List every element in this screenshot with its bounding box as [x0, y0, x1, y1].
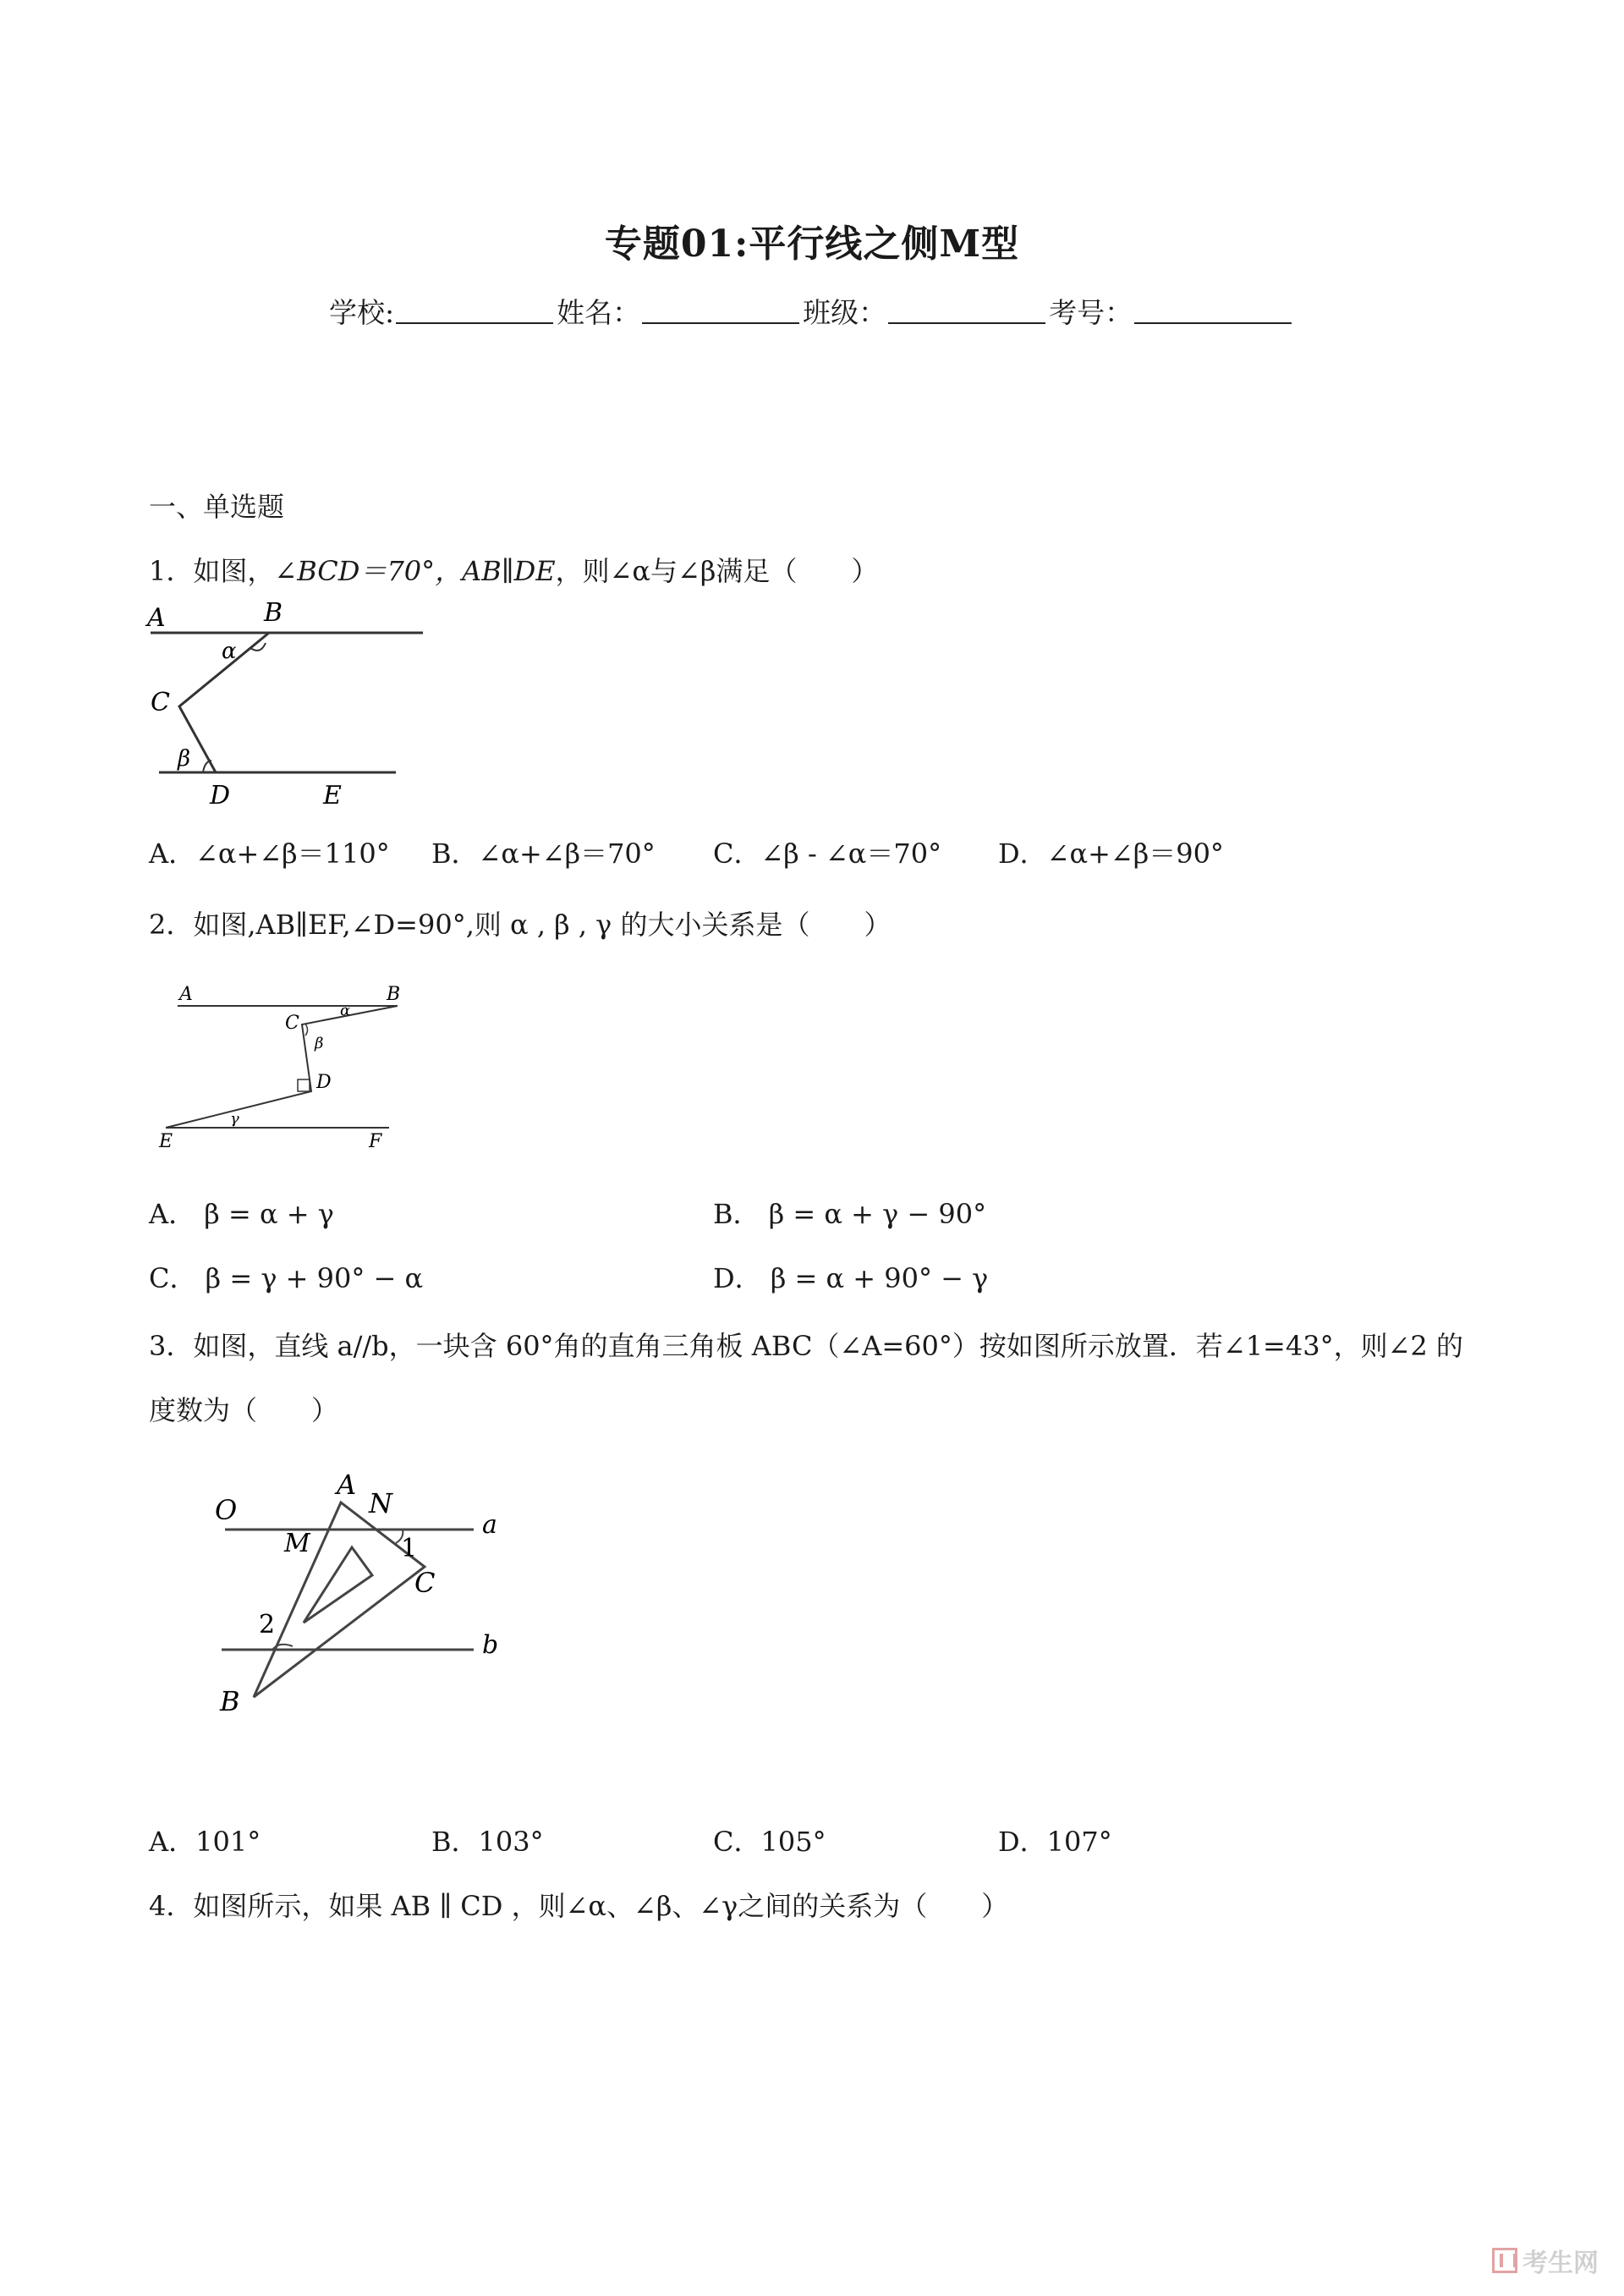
- q3-label-line-a: a: [482, 1510, 497, 1540]
- q1-option-c[interactable]: C．∠β - ∠α＝70°: [713, 838, 942, 870]
- question-3-figure: [203, 1452, 516, 1722]
- question-2-figure: [152, 978, 406, 1156]
- q1-label-c: C: [151, 688, 170, 717]
- q2-label-alpha: α: [340, 1002, 351, 1019]
- class-label: 班级：: [803, 296, 887, 329]
- kaosheng-logo-icon: [1492, 2248, 1517, 2273]
- student-info-line: [0, 291, 1624, 331]
- q1-label-d: D: [210, 781, 231, 810]
- q1-stem-math: ∠BCD＝70°，AB∥DE: [274, 555, 556, 587]
- q2-label-beta: β: [315, 1035, 324, 1052]
- exam-no-blank: [1134, 297, 1292, 324]
- question-1-figure: [144, 592, 431, 812]
- watermark: [1492, 2242, 1599, 2279]
- class-blank: [888, 297, 1045, 324]
- watermark-text: 考生网: [1522, 2249, 1599, 2278]
- q1-label-a: A: [147, 603, 166, 633]
- q3-option-a[interactable]: A．101°: [149, 1826, 261, 1858]
- q2-option-c[interactable]: C． β = γ + 90° − α: [149, 1262, 424, 1294]
- school-blank: [396, 297, 553, 324]
- section-heading: 一、单选题: [149, 491, 285, 523]
- q2-option-d[interactable]: D． β = α + 90° − γ: [713, 1262, 989, 1294]
- q3-label-a: A: [337, 1469, 357, 1501]
- q2-label-c: C: [285, 1013, 299, 1034]
- q1-stem-prefix: 1．如图，: [149, 555, 275, 587]
- q3-option-d[interactable]: D．107°: [998, 1826, 1112, 1858]
- q1-stem-suffix: ，则∠α与∠β满足（ ）: [555, 555, 879, 587]
- q3-label-m: M: [284, 1529, 310, 1558]
- q1-label-alpha: α: [222, 639, 237, 664]
- q3-label-b: B: [220, 1685, 240, 1717]
- q2-label-gamma: γ: [230, 1110, 239, 1128]
- q1-label-b: B: [264, 598, 283, 628]
- q3-label-n: N: [369, 1487, 392, 1519]
- question-3-stem-line-1: 3．如图，直线 a//b，一块含 60°角的直角三角板 ABC（∠A=60°）按如图所示放置．若∠1=43°，则∠2 的: [149, 1330, 1463, 1362]
- q2-label-d: D: [316, 1072, 332, 1093]
- q3-label-line-b: b: [482, 1630, 499, 1660]
- question-4-stem: 4．如图所示，如果 AB ∥ CD ，则∠α、∠β、∠γ之间的关系为（ ）: [149, 1890, 1009, 1922]
- name-label: 姓名：: [557, 296, 641, 329]
- q1-option-a[interactable]: A．∠α+∠β＝110°: [149, 838, 390, 870]
- name-blank: [642, 297, 799, 324]
- q1-label-e: E: [323, 781, 342, 810]
- q2-label-a: A: [179, 984, 193, 1005]
- q3-option-b[interactable]: B．103°: [431, 1826, 544, 1858]
- exam-no-label: 考号：: [1049, 296, 1133, 329]
- page-title: 专题01:平行线之侧M型: [604, 222, 1020, 266]
- q2-option-b[interactable]: B． β = α + γ − 90°: [713, 1198, 987, 1230]
- q2-label-e: E: [159, 1131, 173, 1152]
- q3-label-o: O: [215, 1494, 238, 1526]
- q2-option-a[interactable]: A． β = α + γ: [149, 1198, 334, 1230]
- q1-option-d[interactable]: D．∠α+∠β＝90°: [998, 838, 1224, 870]
- q3-label-angle-1: 1: [401, 1534, 418, 1563]
- q2-label-f: F: [369, 1131, 382, 1152]
- question-1-stem: [149, 550, 878, 589]
- school-label: 学校:: [328, 296, 395, 329]
- q2-label-b: B: [387, 984, 401, 1005]
- q1-label-beta: β: [178, 746, 191, 772]
- q3-label-c: C: [414, 1567, 436, 1599]
- q3-option-c[interactable]: C．105°: [713, 1826, 826, 1858]
- q1-option-b[interactable]: B．∠α+∠β＝70°: [431, 838, 656, 870]
- q3-label-angle-2: 2: [259, 1610, 276, 1640]
- question-3-stem-line-2: 度数为（ ）: [149, 1394, 339, 1426]
- question-2-stem: 2．如图,AB∥EF,∠D=90°,则 α , β , γ 的大小关系是（ ）: [149, 909, 892, 941]
